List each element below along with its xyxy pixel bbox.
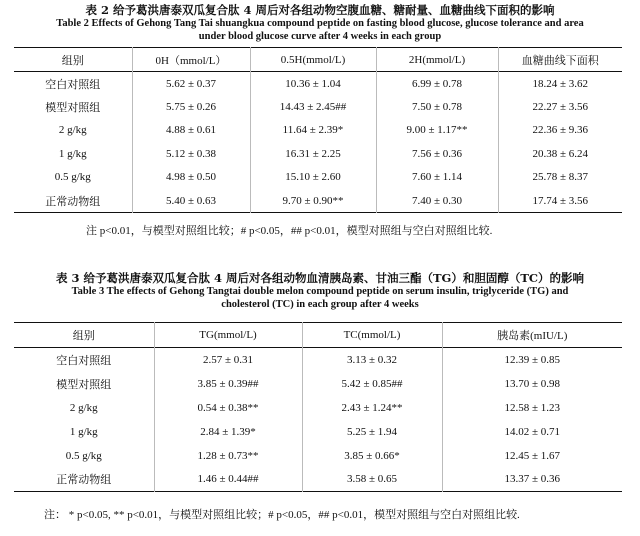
table-row <box>14 348 622 372</box>
table3-cell-tg: 1.28 ± 0.73** <box>154 444 302 468</box>
table2-cell-05h: 15.10 ± 2.60 <box>250 166 376 190</box>
table3-cell-group: 正常动物组 <box>14 468 154 492</box>
table2-cell-group: 空白对照组 <box>14 72 132 96</box>
table2-cell-2h: 7.40 ± 0.30 <box>376 189 498 213</box>
table2-cell-05h: 11.64 ± 2.39* <box>250 119 376 143</box>
table2-cell-05h: 10.36 ± 1.04 <box>250 72 376 96</box>
table3-note: 注： * p<0.05, ** p<0.01，与模型对照组比较；# p<0.05，## p<0.01，模型对照组与空白对照组比较. <box>44 509 520 521</box>
table-row <box>14 468 622 492</box>
table3-cell-tg: 2.84 ± 1.39* <box>154 420 302 444</box>
table2-title-zh: 表 2 给予葛洪唐泰双瓜复合肽 4 周后对各组动物空腹血糖、糖耐量、血糖曲线下面积的影响 <box>85 3 555 17</box>
table-row <box>14 444 622 468</box>
table-row <box>14 420 622 444</box>
table2-cell-05h: 16.31 ± 2.25 <box>250 142 376 166</box>
table2-cell-05h: 14.43 ± 2.45## <box>250 95 376 119</box>
table3-header-group: 组别 <box>14 323 154 348</box>
table3-cell-tc: 2.43 ± 1.24** <box>302 396 442 420</box>
table3-cell-group: 模型对照组 <box>14 372 154 396</box>
table-row <box>14 72 622 96</box>
table3-cell-insulin: 12.58 ± 1.23 <box>504 401 561 414</box>
table-row <box>14 189 622 213</box>
table-row <box>14 166 622 190</box>
table2-cell-0h: 5.12 ± 0.38 <box>132 142 250 166</box>
table3-cell-tc: 5.42 ± 0.85## <box>302 372 442 396</box>
table3-cell-tg: 1.46 ± 0.44## <box>154 468 302 492</box>
table3-cell-group: 2 g/kg <box>14 396 154 420</box>
table-row <box>14 119 622 143</box>
table3-header-tc: TC(mmol/L) <box>302 323 442 348</box>
table2-header-row <box>14 48 622 72</box>
table2-cell-2h: 6.99 ± 0.78 <box>376 72 498 96</box>
table3-cell-tg: 3.85 ± 0.39## <box>154 372 302 396</box>
table3-cell-tc: 3.13 ± 0.32 <box>302 348 442 372</box>
table2-header-2h: 2H(mmol/L) <box>376 48 498 72</box>
table3-cell-tc: 3.58 ± 0.65 <box>302 468 442 492</box>
table3-cell-tc: 3.85 ± 0.66* <box>302 444 442 468</box>
table2-cell-auc: 20.38 ± 6.24 <box>532 147 589 160</box>
table2-cell-auc: 25.78 ± 8.37 <box>532 171 589 184</box>
table2-cell-auc: 17.74 ± 3.56 <box>532 194 589 207</box>
table3-cell-tg: 0.54 ± 0.38** <box>154 396 302 420</box>
table3-cell-insulin: 14.02 ± 0.71 <box>504 425 561 438</box>
table2-cell-0h: 5.40 ± 0.63 <box>132 189 250 213</box>
table2-caption <box>0 4 640 43</box>
table2-header-group: 组别 <box>14 48 132 72</box>
table2-header-05h: 0.5H(mmol/L) <box>250 48 376 72</box>
table2-cell-2h: 7.60 ± 1.14 <box>376 166 498 190</box>
table2-cell-0h: 4.98 ± 0.50 <box>132 166 250 190</box>
table2-cell-2h: 7.50 ± 0.78 <box>376 95 498 119</box>
table3-cell-insulin: 12.45 ± 1.67 <box>504 449 561 462</box>
table3-title-en-line2: cholesterol (TC) in each group after 4 weeks <box>221 299 419 310</box>
table2-cell-auc: 18.24 ± 3.62 <box>532 77 589 90</box>
table2-cell-05h: 9.70 ± 0.90** <box>250 189 376 213</box>
table3 <box>14 322 622 492</box>
table2-cell-0h: 5.75 ± 0.26 <box>132 95 250 119</box>
table3-cell-group: 1 g/kg <box>14 420 154 444</box>
table3-cell-tg: 2.57 ± 0.31 <box>154 348 302 372</box>
table2-cell-0h: 5.62 ± 0.37 <box>132 72 250 96</box>
table3-cell-insulin: 13.70 ± 0.98 <box>504 377 561 390</box>
table2-cell-auc: 22.36 ± 9.36 <box>532 124 589 137</box>
table2-cell-group: 2 g/kg <box>14 119 132 143</box>
table2-title-en-line2: under blood glucose curve after 4 weeks in each group <box>198 31 442 42</box>
table3-caption <box>0 272 640 311</box>
table2-cell-group: 1 g/kg <box>14 142 132 166</box>
table2-header-auc: 血糖曲线下面积 <box>521 54 599 67</box>
table2 <box>14 47 622 213</box>
table2-note: 注 p<0.01，与模型对照组比较；# p<0.05，## p<0.01，模型对照组与空白对照组比较. <box>86 225 493 237</box>
table-row <box>14 142 622 166</box>
table2-title-en-line1: Table 2 Effects of Gehong Tang Tai shuangkua compound peptide on fasting blood glucose, glucose tolerance and area <box>56 18 584 29</box>
table-row <box>14 95 622 119</box>
table3-title-zh: 表 3 给予葛洪唐泰双瓜复合肽 4 周后对各组动物血清胰岛素、甘油三酯（TG）和胆固醇（TC）的影响 <box>55 271 585 285</box>
table2-cell-2h: 9.00 ± 1.17** <box>376 119 498 143</box>
table3-cell-insulin: 13.37 ± 0.36 <box>504 473 561 486</box>
table-row <box>14 372 622 396</box>
table2-cell-group: 正常动物组 <box>14 189 132 213</box>
table3-cell-insulin: 12.39 ± 0.85 <box>504 353 561 366</box>
table3-title-en-line1: Table 3 The effects of Gehong Tangtai double melon compound peptide on serum insulin, triglyceride (TG) and <box>71 286 569 297</box>
table2-cell-group: 0.5 g/kg <box>14 166 132 190</box>
table3-cell-group: 0.5 g/kg <box>14 444 154 468</box>
table2-cell-auc: 22.27 ± 3.56 <box>532 100 589 113</box>
table2-cell-0h: 4.88 ± 0.61 <box>132 119 250 143</box>
table3-header-insulin: 胰岛素(mIU/L) <box>497 330 568 342</box>
table2-header-0h: 0H（mmol/L） <box>132 48 250 72</box>
table3-header-row <box>14 323 622 348</box>
table3-header-tg: TG(mmol/L) <box>154 323 302 348</box>
table-row <box>14 396 622 420</box>
table3-cell-tc: 5.25 ± 1.94 <box>302 420 442 444</box>
table3-cell-group: 空白对照组 <box>14 348 154 372</box>
table2-cell-2h: 7.56 ± 0.36 <box>376 142 498 166</box>
table2-cell-group: 模型对照组 <box>14 95 132 119</box>
